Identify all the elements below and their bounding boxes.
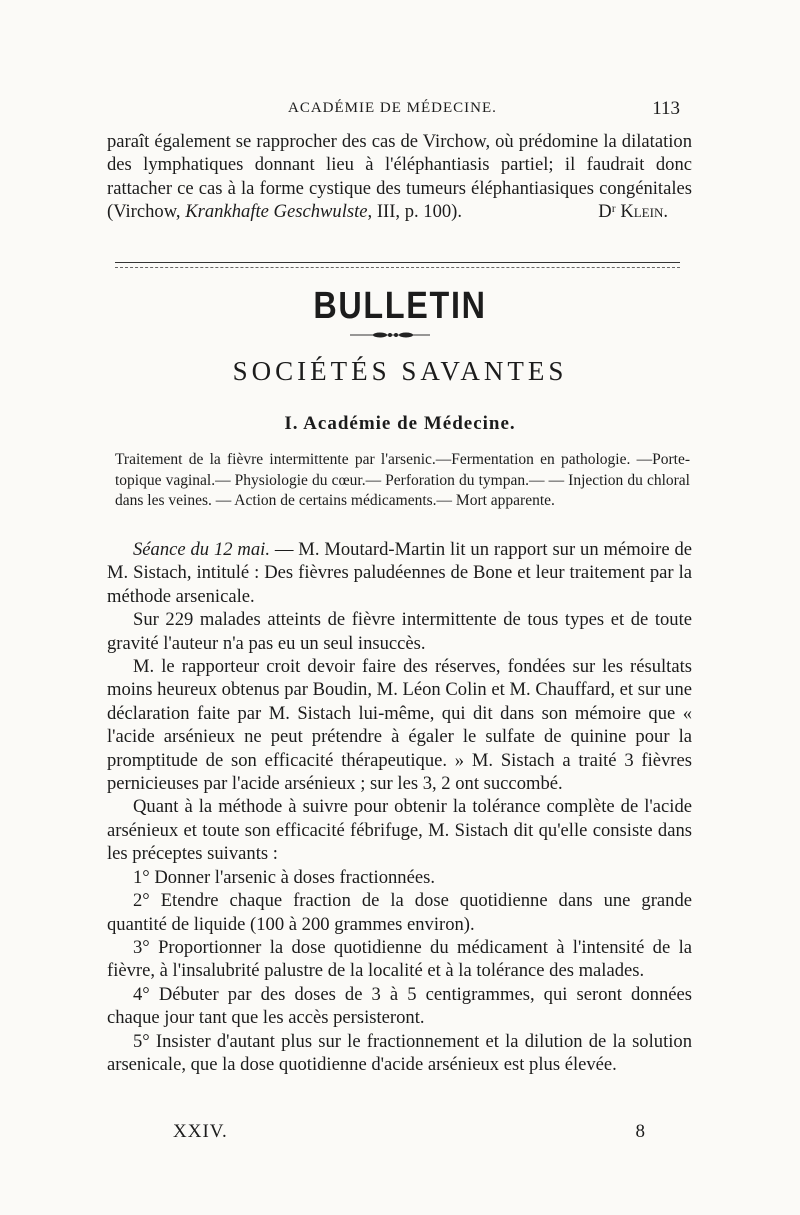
- footer-sheet-number: 8: [635, 1121, 645, 1142]
- intro-italic-title: Krankhafte Geschwulste: [185, 201, 368, 223]
- body-paragraph: Quant à la méthode à suivre pour obtenir la tolérance complète de l'acide arsénieux et toute son efficacité fébrifuge, M. Sistach dit qu'elle consiste dans les préceptes suivants :: [107, 796, 692, 865]
- precept-item: 4° Débuter par des doses de 3 à 5 centigrammes, qui seront données chaque jour tant que les accès persisteront.: [107, 983, 692, 1029]
- intro-text-part2: , III, p. 100).: [367, 201, 463, 223]
- intro-paragraph: [107, 130, 692, 224]
- running-head-title: ACADÉMIE DE MÉDECINE.: [288, 100, 497, 116]
- section-title: I. Académie de Médecine.: [284, 413, 516, 434]
- precept-item: 2° Etendre chaque fraction de la dose quotidienne dans une grande quantité de liquide (100 à 200 grammes environ).: [107, 890, 692, 935]
- p1-text: — M. Moutard-Martin lit un rapport sur un mémoire de M. Sistach, intitulé : Des fièvres paludéennes de Bone et leur traitement par la méthode arsenicale.: [107, 539, 692, 607]
- bulletin-title: BULLETIN: [313, 285, 487, 327]
- summary-text: Traitement de la fièvre intermittente par l'arsenic.—Fermentation en pathologie. —Porte-topique vaginal.— Physiologie du cœur.— Perforation du tympan.— — Injection du chloral dans les veines. — Action de certains médicaments.— Mort apparente.: [115, 451, 690, 509]
- precept-item: 3° Proportionner la dose quotidienne du médicament à l'intensité de la fièvre, à l'insalubrité palustre de la localité et à la tolérance des malades.: [107, 936, 692, 982]
- signature-name: Klein.: [620, 201, 668, 223]
- separator-rule-top: [115, 262, 680, 263]
- running-head: [120, 98, 680, 120]
- signature-prefix: Dʳ: [598, 201, 621, 223]
- body-paragraph: M. le rapporteur croit devoir faire des réserves, fondées sur les résultats moins heureux obtenus par Boudin, M. Léon Colin et M. Chauffard, et sur une déclaration faite par M. Sistach lui-même, qui dit dans son mémoire que « l'acide arsénieux ne peut prétendre à égaler le sulfate de quinine pour la promptitude de son efficacité thérapeutique. » M. Sistach a traité 3 fièvres pernicieuses par l'acide arsénieux ; sur les 3, 2 ont succombé.: [107, 656, 692, 795]
- report-body: [107, 538, 692, 1076]
- footer-signature: XXIV.: [173, 1121, 228, 1142]
- section-summary: [115, 450, 690, 512]
- page-footer: [145, 1121, 645, 1147]
- body-paragraph: Sur 229 malades atteints de fièvre intermittente de tous types et de toute gravité l'auteur n'a pas eu un seul insuccès.: [107, 609, 692, 654]
- ornament-divider: [350, 330, 430, 340]
- precept-item: 1° Donner l'arsenic à doses fractionnées.: [133, 866, 435, 888]
- subtitle: SOCIÉTÉS SAVANTES: [232, 356, 568, 386]
- body-paragraph: [107, 538, 692, 608]
- session-date: Séance du 12 mai.: [133, 539, 270, 560]
- separator-rule-bottom: [115, 267, 680, 268]
- precept-item: 5° Insister d'autant plus sur le fractionnement et la dilution de la solution arsenicale, que la dose quotidienne d'acide arsénieux est plus élevée.: [107, 1030, 692, 1075]
- page-number: 113: [652, 98, 680, 119]
- intro-text-part1: paraît également se rapprocher des cas de Virchow, où prédomine la dilatation des lymphatiques donnant lieu à l'éléphantiasis partiel; il faudrait donc rattacher ce cas à la forme cystique des tumeurs éléphantiasiques congénitales (Virchow,: [107, 131, 692, 223]
